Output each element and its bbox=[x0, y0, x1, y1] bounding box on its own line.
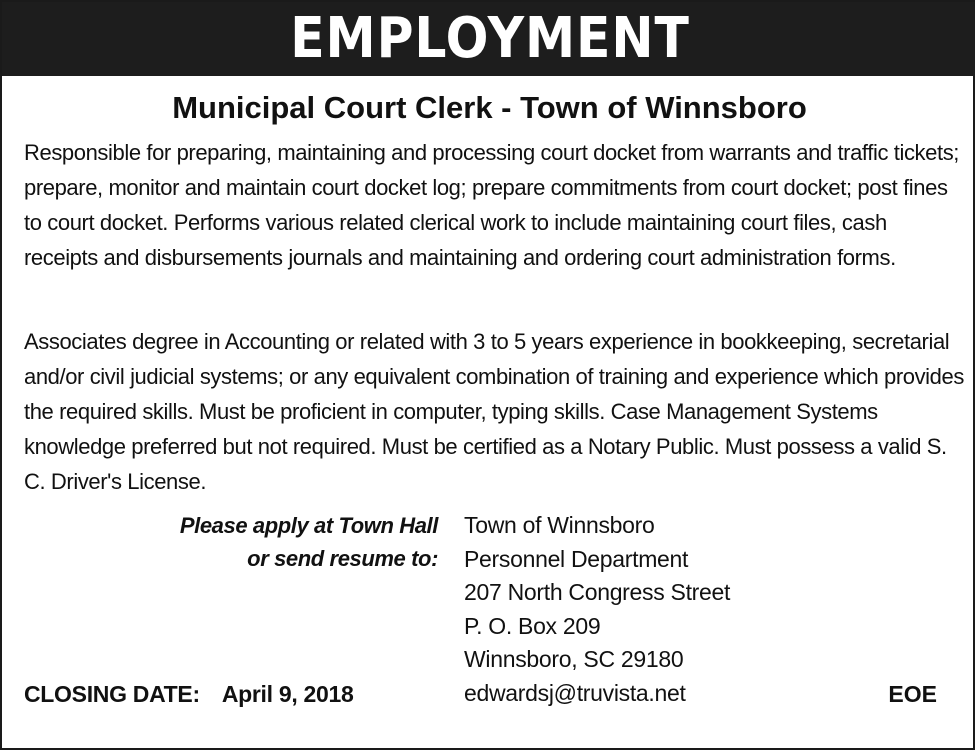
contact-email: edwardsj@truvista.net bbox=[464, 679, 686, 706]
job-qualifications-paragraph: Associates degree in Accounting or related with 3 to 5 years experience in bookkeeping, secretarial and/or civil judicial systems; or any equivalent combination of training and experience which provides the required skills. Must be proficient in computer, typing skills. Case Management Systems knowledge preferred but not required. Must be certified as a Notary Public. Must possess a valid S. C. Driver's License. bbox=[24, 329, 964, 494]
mailing-address bbox=[464, 509, 730, 710]
banner-title: EMPLOYMENT bbox=[289, 6, 690, 71]
job-title: Municipal Court Clerk - Town of Winnsboro bbox=[172, 90, 807, 125]
eoe-label: EOE bbox=[888, 681, 937, 707]
address-organization: Town of Winnsboro bbox=[464, 512, 655, 538]
address-po-box: P. O. Box 209 bbox=[464, 612, 601, 639]
closing-date bbox=[24, 678, 353, 711]
address-department: Personnel Department bbox=[464, 545, 689, 572]
address-street: 207 North Congress Street bbox=[464, 579, 731, 605]
apply-instruction-line-2: or send resume to: bbox=[247, 546, 438, 571]
address-city-state-zip: Winnsboro, SC 29180 bbox=[464, 646, 684, 672]
employment-banner bbox=[2, 2, 975, 76]
job-responsibilities-paragraph: Responsible for preparing, maintaining and processing court docket from warrants and traffic tickets; prepare, monitor and maintain court docket log; prepare commitments from court docket; post fines to court docket. Performs various related clerical work to include maintaining court files, cash receipts and disbursements journals and maintaining and ordering court administration forms. bbox=[24, 140, 960, 270]
apply-instruction-line-1: Please apply at Town Hall bbox=[179, 513, 438, 538]
closing-date-label: CLOSING DATE: bbox=[24, 681, 200, 707]
closing-date-value: April 9, 2018 bbox=[221, 681, 354, 707]
